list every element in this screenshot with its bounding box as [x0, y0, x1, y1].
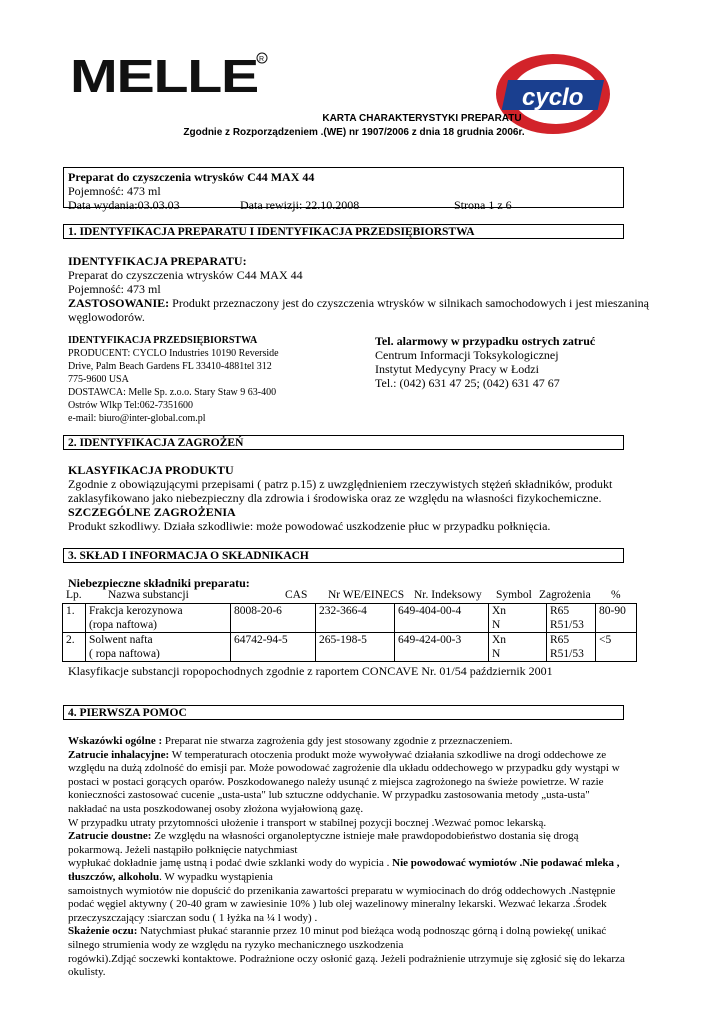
- info-volume: Pojemność: 473 ml: [68, 184, 161, 198]
- eye-line: rogówki).Zdjąć soczewki kontaktowe. Podrażnione oczy osłonić gazą. Jeżeli podrażnienie utrzymuje się zgłosić się do lekarza: [68, 952, 625, 965]
- general-line: Wskazówki ogólne : Preparat nie stwarza zagrożenia gdy jest stosowany zgodnie z przeznaczeniem.: [68, 735, 513, 747]
- eye-line: Skażenie oczu: Natychmiast płukać starannie przez 10 minut pod bieżąca wodą podnosząc górną i dolną powiekę( unikać: [68, 925, 607, 938]
- cell-name: Solwent nafta ( ropa naftowa): [86, 633, 231, 662]
- company-line: Ostrów Wlkp Tel:062-7351600: [68, 400, 194, 411]
- company-title: IDENTYFIKACJA PRZEDSIĘBIORSTWA: [68, 335, 258, 346]
- section1-use-label: ZASTOSOWANIE:: [68, 296, 170, 310]
- cell-name: Frakcja kerozynowa (ropa naftowa): [86, 604, 231, 633]
- inhal-line: nakładać na usta poszkodowanej osoby złożona wyjałowioną gazę.: [68, 802, 364, 815]
- section1-heading: 1. IDENTYFIKACJA PREPARATU I IDENTYFIKACJA PRZEDSIĘBIORSTWA: [63, 224, 624, 239]
- cell-index: 649-404-00-4: [395, 604, 489, 633]
- inhal-line: Zatrucie inhalacyjne: W temperaturach otoczenia produkt może wywoływać działania szkodliwe na drogi oddechowe ze: [68, 748, 607, 761]
- section1-product: Preparat do czyszczenia wtrysków C44 MAX 44: [68, 268, 303, 282]
- alarm-line: Instytut Medycyny Pracy w Łodzi: [375, 362, 539, 376]
- section4-body: [68, 735, 692, 980]
- special-text: Produkt szkodliwy. Działa szkodliwie: może powodować uszkodzenie płuc w przypadku połknięcia.: [68, 519, 551, 533]
- substances-table: [62, 603, 637, 662]
- section3-note: Klasyfikacje substancji ropopochodnych zgodnie z raportem CONCAVE Nr. 01/54 październik 2001: [68, 664, 553, 678]
- col-index: Nr. Indeksowy: [414, 589, 482, 601]
- vomit-line: przeczyszczający :siarczan sodu ( 1 łyżka na ¼ l wody) .: [68, 911, 318, 924]
- eye-line: silnego strumienia wody ze względu na ryzyko mechanicznego uszkodzenia: [68, 938, 404, 951]
- vomit-line: samoistnych wymiotów nie dopuścić do przenikania zawartości preparatu w wymiocinach do dróg oddechowych .Następnie: [68, 884, 616, 897]
- cell-symbol: Xn N: [489, 633, 547, 662]
- alarm-line: Centrum Informacji Toksykologicznej: [375, 348, 559, 362]
- inhal-line: W przypadku utraty przytomności ułożenie i transport w stabilnej pozycji bocznej .Wezwać pomoc lekarską.: [68, 816, 547, 829]
- cell-we: 265-198-5: [316, 633, 395, 662]
- info-page: Strona 1 z 6: [454, 198, 512, 212]
- cell-hazard: R65 R51/53: [547, 633, 596, 662]
- svg-text:R: R: [259, 56, 265, 63]
- doc-title: KARTA CHARAKTERYSTYKI PREPARATU: [322, 113, 522, 124]
- col-name: Nazwa substancji: [108, 589, 189, 601]
- fat-line: tłuszczów, alkoholu. W wypadku wystąpienia: [68, 870, 273, 883]
- melle-logo: [68, 52, 268, 98]
- cell-symbol: Xn N: [489, 604, 547, 633]
- section1-use-text: Produkt przeznaczony jest do czyszczenia wtrysków w silnikach samochodowych i jest mieszaniną: [169, 296, 650, 310]
- col-hazard: Zagrożenia: [539, 589, 591, 601]
- cell-pct: <5: [596, 633, 637, 662]
- section1-use: [68, 296, 688, 310]
- company-line: PRODUCENT: CYCLO Industries 10190 Reverside: [68, 348, 279, 359]
- section3-heading: 3. SKŁAD I INFORMACJA O SKŁADNIKACH: [63, 548, 624, 563]
- doc-subtitle: Zgodnie z Rozporządzeniem .(WE) nr 1907/2006 z dnia 18 grudnia 2006r.: [183, 127, 525, 138]
- eye-line: okulisty.: [68, 966, 106, 979]
- oral-line: pokarmową. Jeżeli nastąpiło połknięcie natychmiast: [68, 843, 298, 856]
- cell-lp: 2.: [63, 633, 86, 662]
- melle-logo-text: MELLE: [70, 52, 258, 98]
- special-title: SZCZEGÓLNE ZAGROŻENIA: [68, 505, 236, 519]
- cell-hazard: R65 R51/53: [547, 604, 596, 633]
- alarm-line: Tel.: (042) 631 47 25; (042) 631 47 67: [375, 376, 560, 390]
- cell-cas: 64742-94-5: [231, 633, 316, 662]
- section1-body: [68, 254, 688, 324]
- section2-heading: 2. IDENTYFIKACJA ZAGROŻEŃ: [63, 435, 624, 450]
- col-we: Nr WE/EINECS: [328, 589, 405, 601]
- class-title: KLASYFIKACJA PRODUKTU: [68, 463, 234, 477]
- section4-heading: 4. PIERWSZA POMOC: [63, 705, 624, 720]
- table-row: [63, 604, 637, 633]
- company-line: Drive, Palm Beach Gardens FL 33410-4881tel 312: [68, 361, 272, 372]
- col-cas: CAS: [285, 589, 308, 601]
- company-line: 775-9600 USA: [68, 374, 129, 385]
- alarm-block: [375, 334, 675, 390]
- inhal-line: względu na dużą zdolność do emisji par. Może powodować zagrożenie dla układu oddechowego w przypadku gdy wystąpi w: [68, 762, 620, 775]
- company-block: [68, 334, 348, 425]
- rinse-line: wypłukać dokładnie jamę ustną i podać dwie szklanki wody do wypicia . Nie powodować wymiotów .Nie podawać mleka ,: [68, 857, 620, 870]
- section1-volume: Pojemność: 473 ml: [68, 282, 161, 296]
- alarm-title: Tel. alarmowy w przypadku ostrych zatruć: [375, 334, 596, 348]
- class-line: Zgodnie z obowiązującymi przepisami ( patrz p.15) z uwzględnieniem rzeczywistych stężeń składników, produkt: [68, 477, 613, 491]
- section1-id-title: IDENTYFIKACJA PREPARATU:: [68, 254, 247, 268]
- inhal-line: postaci w postaci gorących oparów. Poszkodowanego należy usunąć z miejsca zagrożonego na świeże powietrze. W razie: [68, 775, 604, 788]
- cell-lp: 1.: [63, 604, 86, 633]
- oral-line: Zatrucie doustne: Ze względu na własności organoleptyczne istnieje małe prawdopodobieństwo dostania się drogą: [68, 830, 579, 843]
- col-pct: %: [611, 589, 621, 601]
- col-lp: Lp.: [66, 589, 82, 601]
- section3-title: Niebezpieczne składniki preparatu:: [68, 576, 250, 590]
- vomit-line: podać węgiel aktywny ( 20-40 gram w zawiesinie 10% ) lub olej wazelinowy mineralny lekarski. Wezwać lekarza .Środek: [68, 898, 607, 911]
- cell-we: 232-366-4: [316, 604, 395, 633]
- col-symbol: Symbol: [496, 589, 532, 601]
- info-revision-date: Data rewizji: 22.10.2008: [240, 198, 360, 212]
- cell-pct: 80-90: [596, 604, 637, 633]
- section1-use-text2: węglowodorów.: [68, 310, 145, 324]
- class-line: zaklasyfikowano jako niebezpieczny dla zdrowia i środowiska oraz ze względu na własności fizykochemiczne.: [68, 491, 602, 505]
- company-line: e-mail: biuro@inter-global.com.pl: [68, 413, 206, 424]
- cyclo-logo-text: cyclo: [522, 84, 584, 111]
- inhal-line: konieczności zastosować cucenie „usta-usta" lub sztuczne oddychanie. W przypadku zastosowania metody „usta-usta": [68, 789, 590, 802]
- cell-cas: 8008-20-6: [231, 604, 316, 633]
- info-box: [63, 167, 624, 212]
- table-row: [63, 633, 637, 662]
- info-issue-date: Data wydania:03.03.03: [68, 198, 180, 212]
- info-product: Preparat do czyszczenia wtrysków C44 MAX 44: [68, 170, 315, 184]
- section2-body: [68, 463, 688, 533]
- company-line: DOSTAWCA: Melle Sp. z.o.o. Stary Staw 9 63-400: [68, 387, 277, 398]
- cell-index: 649-424-00-3: [395, 633, 489, 662]
